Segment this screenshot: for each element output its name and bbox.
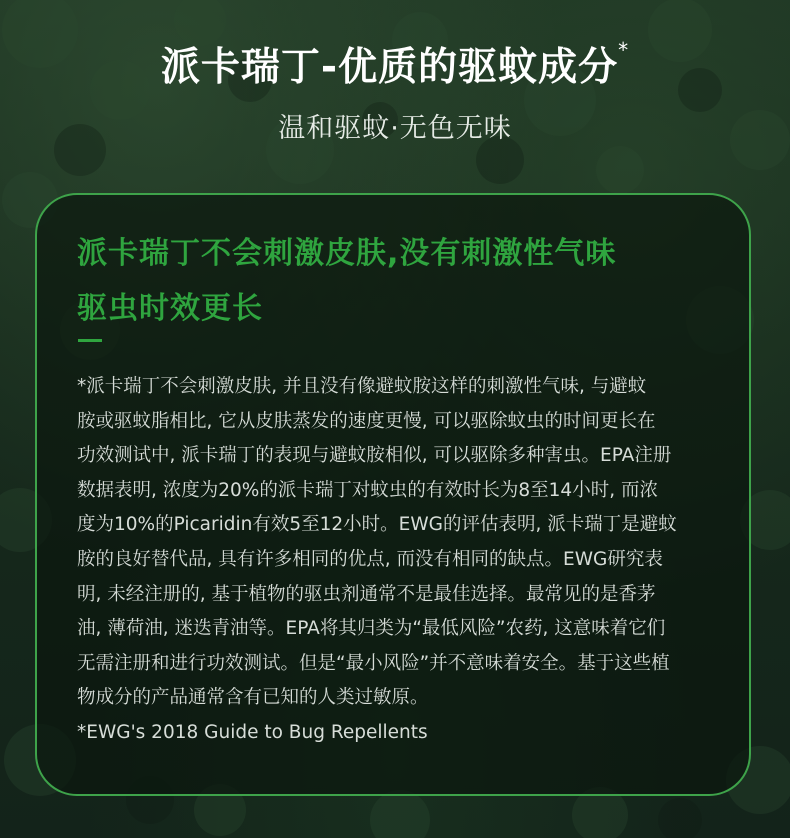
body-line: 油, 薄荷油, 迷迭青油等。EPA将其归类为“最低风险”农药, 这意味着它们: [77, 618, 666, 640]
title-footnote-mark: *: [618, 38, 630, 62]
body-line: 物成分的产品通常含有已知的人类过敏原。: [77, 687, 429, 709]
body-line: 胺的良好替代品, 具有许多相同的优点, 而没有相同的缺点。EWG研究表: [77, 548, 663, 570]
body-line: 度为10%的Picaridin有效5至12小时。EWG的评估表明, 派卡瑞丁是避蚊: [77, 514, 677, 536]
body-line: 无需注册和进行功效测试。但是“最小风险”并不意味着安全。基于这些植: [77, 652, 670, 674]
page-title-text: 派卡瑞丁-优质的驱蚊成分: [160, 45, 619, 90]
headline-divider: [78, 339, 102, 342]
card-body: [77, 370, 725, 751]
footnote-source: *EWG's 2018 Guide to Bug Repellents: [77, 721, 428, 743]
card-headline-line-2: 驱虫时效更长: [77, 291, 263, 326]
body-line: *派卡瑞丁不会刺激皮肤, 并且没有像避蚊胺这样的刺激性气味, 与避蚊: [77, 376, 647, 397]
card-headline-line-1: 派卡瑞丁不会刺激皮肤,没有刺激性气味: [77, 236, 617, 271]
body-line: 明, 未经注册的, 基于植物的驱虫剂通常不是最佳选择。最常见的是香茅: [77, 583, 656, 605]
page-title: [0, 36, 790, 92]
body-line: 胺或驱蚊脂相比, 它从皮肤蒸发的速度更慢, 可以驱除蚊虫的时间更长在: [77, 410, 656, 432]
body-line: 数据表明, 浓度为20%的派卡瑞丁对蚊虫的有效时长为8至14小时, 而浓: [77, 479, 658, 501]
page-subtitle: 温和驱蚊·无色无味: [278, 113, 512, 144]
body-line: 功效测试中, 派卡瑞丁的表现与避蚊胺相似, 可以驱除多种害虫。EPA注册: [77, 445, 672, 467]
